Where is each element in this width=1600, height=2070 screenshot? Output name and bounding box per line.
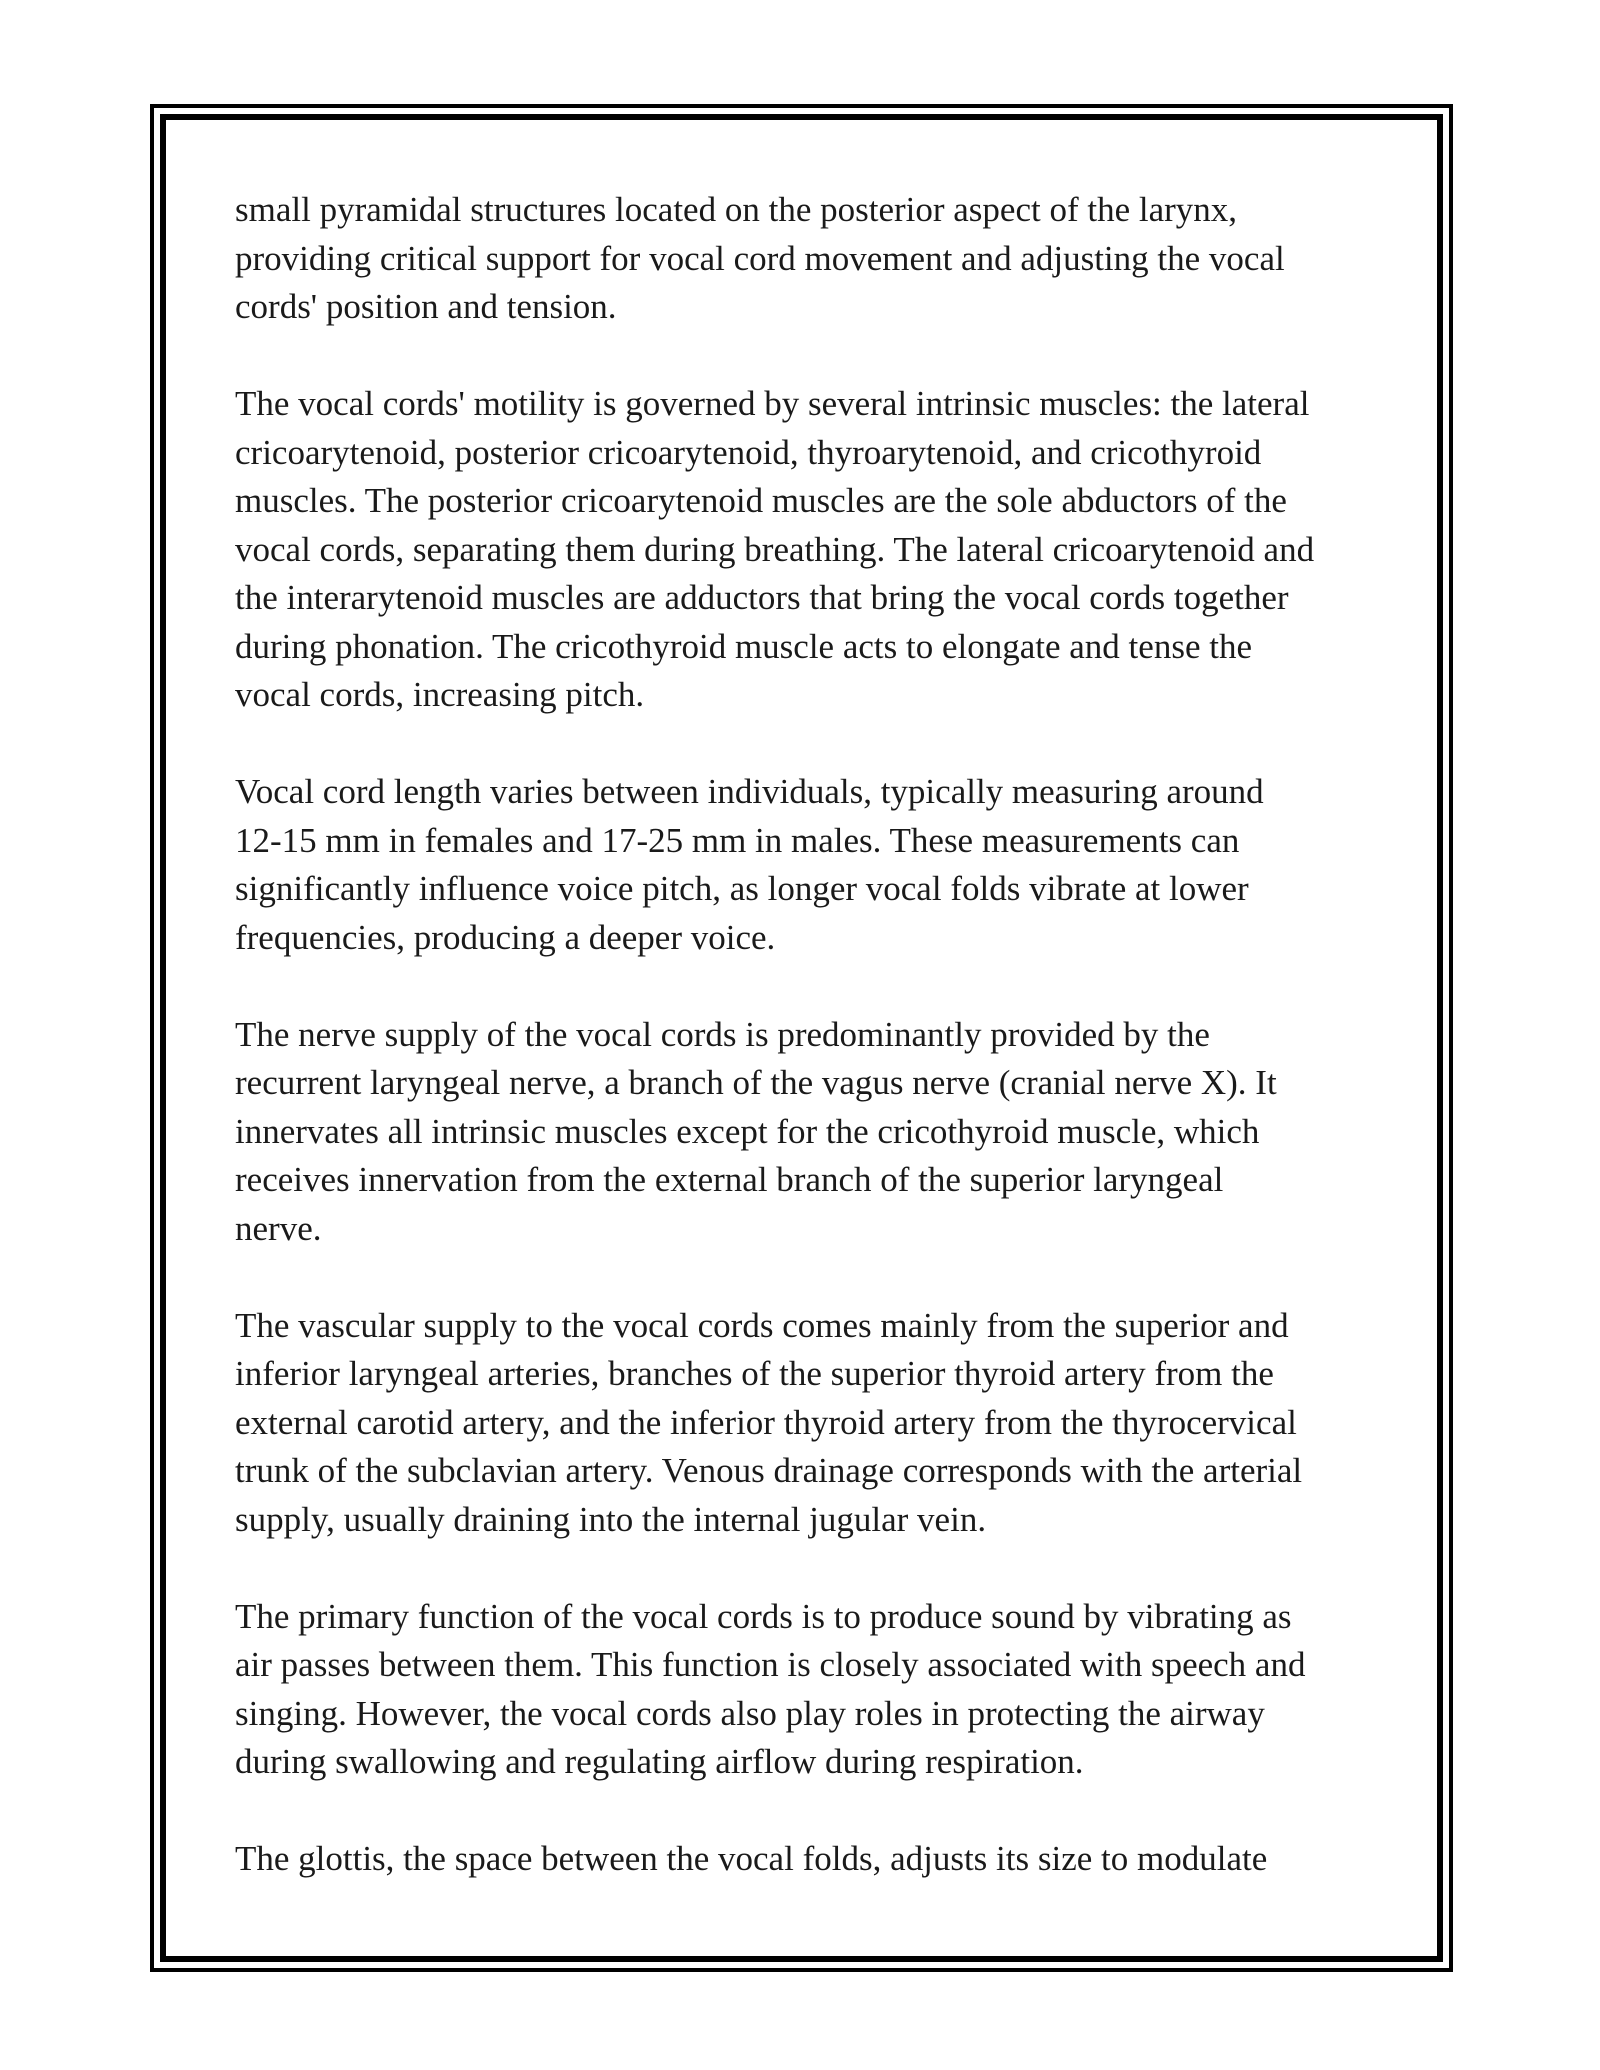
paragraph: The vocal cords' motility is governed by several intrinsic muscles: the lateral cricoarytenoid, posterior cricoarytenoid, thyroarytenoid, and cricothyroid muscles. The posterior cricoarytenoid muscles are the sole abductors of the vocal cords, separating them during breathing. The lateral cricoarytenoid and the interarytenoid muscles are adductors that bring the vocal cords together during phonation. The cricothyroid muscle acts to elongate and tense the vocal cords, increasing pitch. xyxy=(235,384,1315,714)
document-body xyxy=(235,186,1375,1932)
paragraph: The glottis, the space between the vocal folds, adjusts its size to modulate xyxy=(235,1839,1268,1878)
paragraph: The primary function of the vocal cords is to produce sound by vibrating as air passes between them. This function is closely associated with speech and singing. However, the vocal cords also play roles in protecting the airway during swallowing and regulating airflow during respiration. xyxy=(235,1596,1306,1781)
paragraph: The vascular supply to the vocal cords comes mainly from the superior and inferior laryngeal arteries, branches of the superior thyroid artery from the external carotid artery, and the inferior thyroid artery from the thyrocervical trunk of the subclavian artery. Venous drainage corresponds with the arterial supply, usually draining into the internal jugular vein. xyxy=(235,1305,1303,1539)
paragraph: Vocal cord length varies between individuals, typically measuring around 12-15 mm in females and 17-25 mm in males. These measurements can significantly influence voice pitch, as longer vocal folds vibrate at lower frequencies, producing a deeper voice. xyxy=(235,772,1264,957)
paragraph: small pyramidal structures located on the posterior aspect of the larynx, providing critical support for vocal cord movement and adjusting the vocal cords' position and tension. xyxy=(235,190,1285,326)
paragraph: The nerve supply of the vocal cords is predominantly provided by the recurrent laryngeal nerve, a branch of the vagus nerve (cranial nerve X). It innervates all intrinsic muscles except for the cricothyroid muscle, which receives innervation from the external branch of the superior laryngeal nerve. xyxy=(235,1014,1277,1248)
